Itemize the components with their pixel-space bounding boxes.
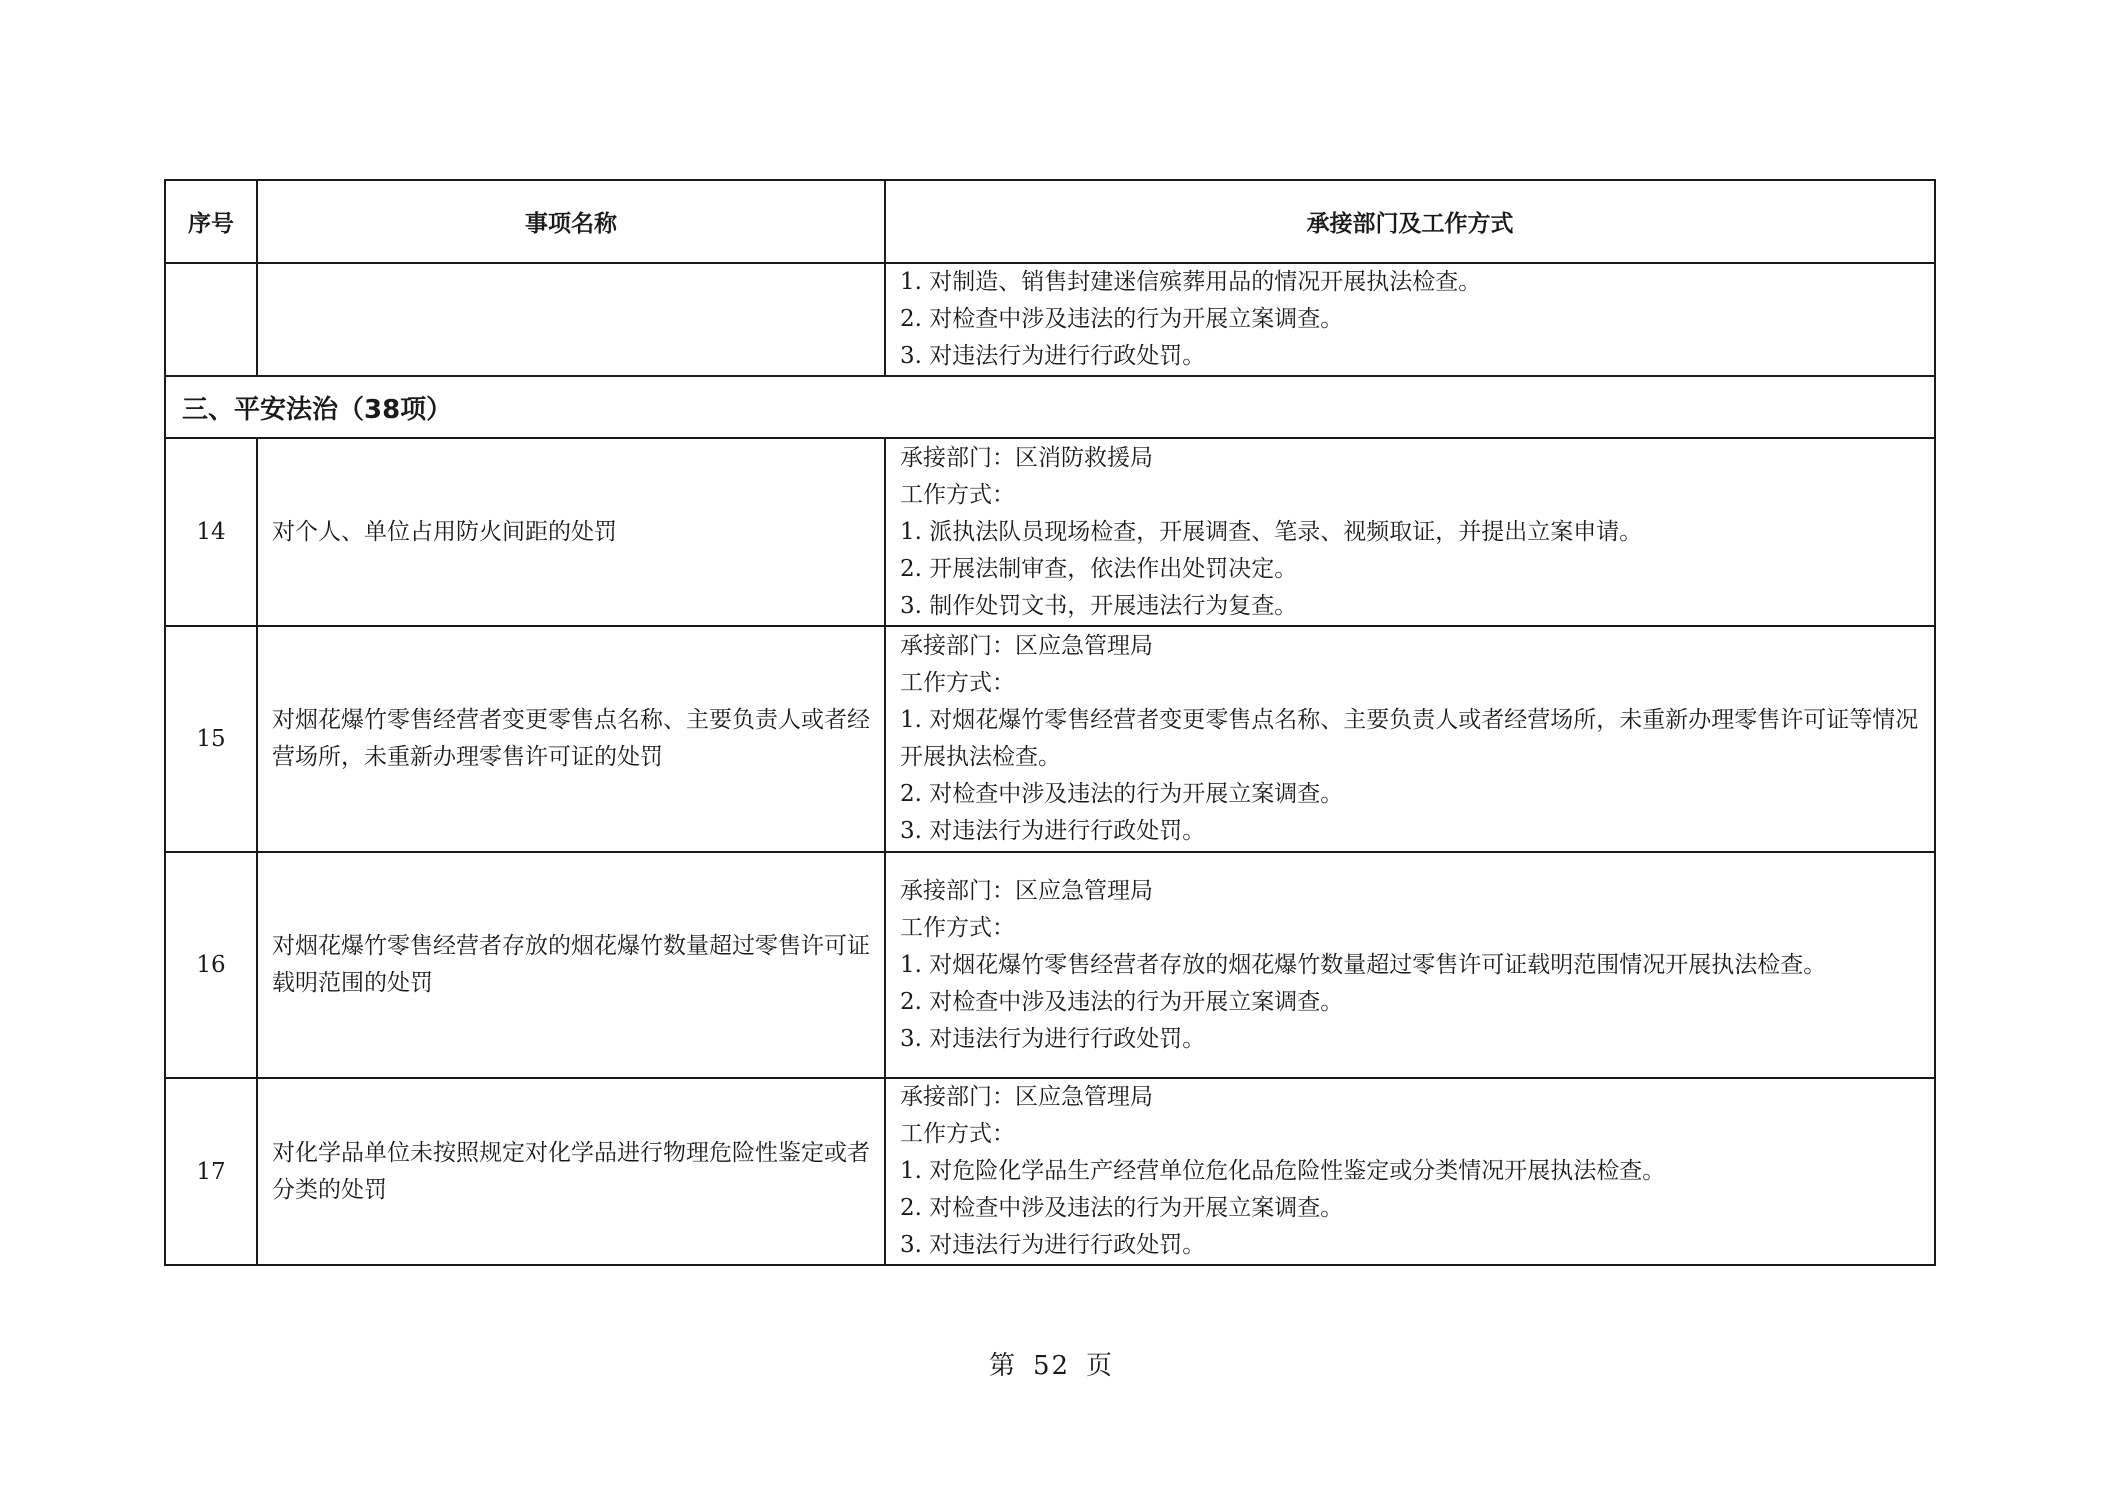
dept-line: 2. 对检查中涉及违法的行为开展立案调查。 bbox=[900, 306, 1344, 332]
page-number: 52 bbox=[1032, 1351, 1071, 1381]
row-name bbox=[257, 263, 885, 376]
row-dept bbox=[885, 263, 1935, 376]
dept-line: 3. 对违法行为进行行政处罚。 bbox=[900, 818, 1206, 844]
dept-line: 承接部门：区应急管理局 bbox=[900, 633, 1153, 659]
page-suffix: 页 bbox=[1086, 1351, 1115, 1381]
table-row bbox=[165, 1078, 1935, 1265]
dept-line: 承接部门：区应急管理局 bbox=[900, 1084, 1153, 1110]
dept-line: 3. 对违法行为进行行政处罚。 bbox=[900, 343, 1206, 369]
row-num: 17 bbox=[165, 1078, 257, 1265]
dept-line: 2. 对检查中涉及违法的行为开展立案调查。 bbox=[900, 1195, 1344, 1221]
dept-line: 1. 对危险化学品生产经营单位危化品危险性鉴定或分类情况开展执法检查。 bbox=[900, 1158, 1666, 1184]
dept-line: 承接部门：区消防救援局 bbox=[900, 444, 1153, 471]
dept-line: 2. 对检查中涉及违法的行为开展立案调查。 bbox=[900, 781, 1344, 807]
dept-line: 1. 派执法队员现场检查，开展调查、笔录、视频取证，并提出立案申请。 bbox=[900, 518, 1643, 545]
dept-line: 3. 对违法行为进行行政处罚。 bbox=[900, 1232, 1206, 1258]
dept-line: 工作方式： bbox=[900, 481, 1015, 508]
row-num: 14 bbox=[165, 438, 257, 626]
row-dept bbox=[885, 852, 1935, 1078]
row-name: 对个人、单位占用防火间距的处罚 bbox=[257, 438, 885, 626]
row-name: 对化学品单位未按照规定对化学品进行物理危险性鉴定或者分类的处罚 bbox=[257, 1078, 885, 1265]
dept-line: 工作方式： bbox=[900, 914, 1015, 941]
section-row bbox=[165, 376, 1935, 438]
continuation-row bbox=[165, 263, 1935, 376]
row-name: 对烟花爆竹零售经营者变更零售点名称、主要负责人或者经营场所，未重新办理零售许可证的处罚 bbox=[257, 626, 885, 852]
table-row bbox=[165, 438, 1935, 626]
section-title: 三、平安法治（38项） bbox=[165, 376, 1935, 438]
page-footer bbox=[0, 1345, 2103, 1382]
row-num: 16 bbox=[165, 852, 257, 1078]
header-dept: 承接部门及工作方式 bbox=[885, 180, 1935, 263]
row-num: 15 bbox=[165, 626, 257, 852]
table-row bbox=[165, 852, 1935, 1078]
dept-line: 3. 制作处罚文书，开展违法行为复查。 bbox=[900, 592, 1298, 619]
row-dept bbox=[885, 438, 1935, 626]
matters-table bbox=[164, 179, 1936, 1266]
row-dept bbox=[885, 626, 1935, 852]
dept-line: 工作方式： bbox=[900, 670, 1015, 696]
dept-line: 2. 对检查中涉及违法的行为开展立案调查。 bbox=[900, 988, 1344, 1015]
dept-line: 2. 开展法制审查，依法作出处罚决定。 bbox=[900, 555, 1298, 582]
dept-line: 3. 对违法行为进行行政处罚。 bbox=[900, 1025, 1206, 1052]
dept-line: 1. 对制造、销售封建迷信殡葬用品的情况开展执法检查。 bbox=[900, 269, 1482, 295]
page-prefix: 第 bbox=[988, 1351, 1017, 1381]
row-num bbox=[165, 263, 257, 376]
row-name: 对烟花爆竹零售经营者存放的烟花爆竹数量超过零售许可证载明范围的处罚 bbox=[257, 852, 885, 1078]
header-name: 事项名称 bbox=[257, 180, 885, 263]
dept-line: 工作方式： bbox=[900, 1121, 1015, 1147]
header-row bbox=[165, 180, 1935, 263]
row-dept bbox=[885, 1078, 1935, 1265]
dept-line: 承接部门：区应急管理局 bbox=[900, 877, 1153, 904]
table-row bbox=[165, 626, 1935, 852]
dept-line: 1. 对烟花爆竹零售经营者存放的烟花爆竹数量超过零售许可证载明范围情况开展执法检查。 bbox=[900, 951, 1827, 978]
header-num: 序号 bbox=[165, 180, 257, 263]
dept-line: 1. 对烟花爆竹零售经营者变更零售点名称、主要负责人或者经营场所，未重新办理零售许可证等情况开展执法检查。 bbox=[900, 707, 1919, 770]
